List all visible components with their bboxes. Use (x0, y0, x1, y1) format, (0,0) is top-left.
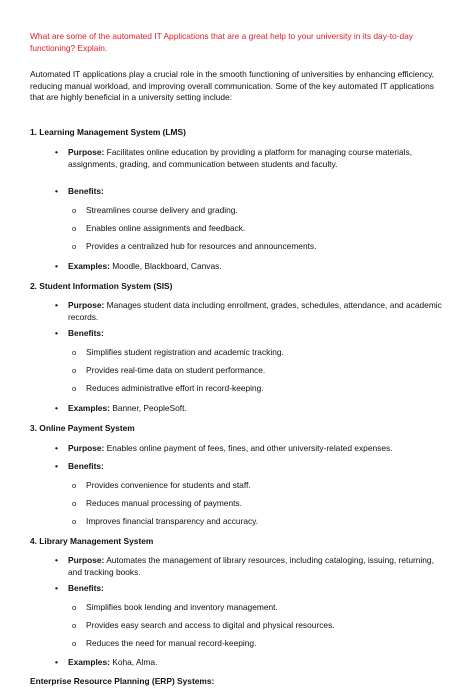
examples-label: Examples: (68, 261, 110, 271)
purpose-item (68, 147, 448, 170)
examples-item (68, 657, 448, 669)
purpose-text: Automates the management of library resources, including cataloging, issuing, returning, and tracking books. (68, 555, 434, 577)
purpose-text: Manages student data including enrollment, grades, schedules, attendance, and academic records. (68, 300, 442, 322)
purpose-label: Purpose: (68, 300, 105, 310)
section-heading-lms: 1. Learning Management System (LMS) (30, 127, 186, 137)
benefits-label: • Benefits: (68, 186, 448, 198)
examples-item (68, 261, 448, 273)
question-text: What are some of the automated IT Applications that are a great help to your university in its day-to-day functioning? Explain. (30, 31, 413, 53)
purpose-item (68, 555, 448, 578)
examples-text: Moodle, Blackboard, Canvas. (112, 261, 222, 271)
benefits-label: • Benefits: (68, 328, 448, 340)
section-heading-payment: 3. Online Payment System (30, 423, 135, 433)
benefit-item: o Enables online assignments and feedback. (86, 223, 446, 235)
benefit-item: o Reduces the need for manual record-keeping. (86, 638, 446, 650)
section-heading-erp: Enterprise Resource Planning (ERP) Systems: (30, 676, 215, 686)
benefits-label: • Benefits: (68, 583, 448, 595)
benefit-item: o Reduces manual processing of payments. (86, 498, 446, 510)
benefit-item: o Provides real-time data on student performance. (86, 365, 446, 377)
purpose-label: Purpose: (68, 555, 105, 565)
intro-paragraph: Automated IT applications play a crucial role in the smooth functioning of universities by enhancing efficiency, reducing manual workload, and improving overall communication. Some of the key automated IT applications that are highly beneficial in a university setting include: (30, 69, 435, 103)
benefit-item: o Provides a centralized hub for resources and announcements. (86, 241, 446, 253)
benefit-item: o Provides easy search and access to digital and physical resources. (86, 620, 446, 632)
examples-text: Banner, PeopleSoft. (112, 403, 187, 413)
benefits-label: • Benefits: (68, 461, 448, 473)
section-heading-sis: 2. Student Information System (SIS) (30, 281, 173, 291)
purpose-item (68, 443, 448, 455)
purpose-text: Facilitates online education by providing a platform for managing course materials, assignments, grading, and communication between students and faculty. (68, 147, 413, 169)
examples-label: Examples: (68, 657, 110, 667)
examples-item (68, 403, 448, 415)
purpose-label: Purpose: (68, 147, 105, 157)
benefit-item: o Simplifies student registration and academic tracking. (86, 347, 446, 359)
purpose-label: Purpose: (68, 443, 105, 453)
benefit-item: o Simplifies book lending and inventory management. (86, 602, 446, 614)
examples-text: Koha, Alma. (112, 657, 158, 667)
section-heading-library: 4. Library Management System (30, 536, 154, 546)
examples-label: Examples: (68, 403, 110, 413)
benefit-item: o Improves financial transparency and accuracy. (86, 516, 446, 528)
purpose-text: Enables online payment of fees, fines, and other university-related expenses. (106, 443, 393, 453)
benefit-item: o Provides convenience for students and staff. (86, 480, 446, 492)
purpose-item (68, 300, 448, 323)
benefit-item: o Streamlines course delivery and grading. (86, 205, 446, 217)
benefit-item: o Reduces administrative effort in record-keeping. (86, 383, 446, 395)
